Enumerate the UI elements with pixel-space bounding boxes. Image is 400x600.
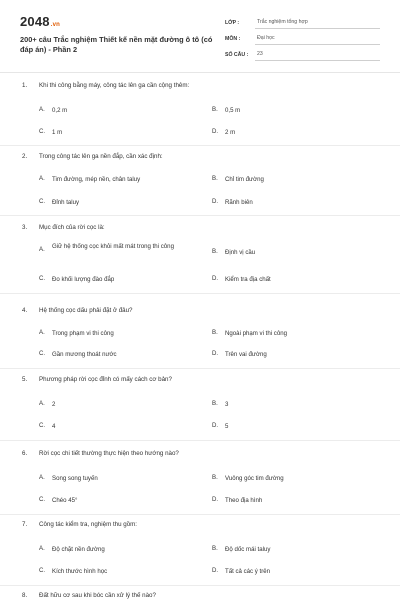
option-letter: A. [39,474,45,481]
option-text: Định vị cầu [225,249,256,256]
option-letter: C. [39,567,46,574]
option-text: 3 [225,401,229,408]
question-prompt: Phương pháp rời cọc đỉnh có mấy cách cơ bản? [39,376,172,383]
option-text: Song song tuyến [52,475,98,482]
option-text: Đo khối lượng đào đắp [52,276,115,283]
option-c[interactable] [39,350,117,359]
question-divider [0,585,400,586]
question-divider [0,368,400,369]
option-letter: A. [39,545,45,552]
option-a[interactable] [39,242,204,253]
option-letter: A. [39,329,45,336]
option-text: Độ chặt nền đường [52,546,105,553]
question-number: 1. [22,82,28,89]
option-text: Gần mương thoát nước [52,351,117,358]
option-d[interactable] [212,422,228,431]
option-letter: C. [39,275,46,282]
option-letter: B. [212,329,218,336]
option-letter: C. [39,496,46,503]
question-prompt: Rời cọc chi tiết thường thực hiện theo hướng nào? [39,450,179,457]
option-letter: D. [212,496,219,503]
question-number: 4. [22,307,28,314]
option-b[interactable] [212,175,264,184]
option-text: 1 m [52,129,63,136]
option-a[interactable] [39,175,140,184]
question-divider [0,514,400,515]
option-c[interactable] [39,567,107,576]
question-number: 5. [22,376,28,383]
question-prompt: Công tác kiểm tra, nghiệm thu gồm: [39,521,138,528]
option-a[interactable] [39,400,55,409]
question-prompt: Hệ thống cọc dấu phải đặt ở đâu? [39,307,133,314]
question-text [22,450,179,457]
option-text: Tim đường, mép nền, chân taluy [52,176,141,183]
question-text [22,224,105,231]
option-d[interactable] [212,128,235,137]
option-c[interactable] [39,198,79,207]
header-divider [0,72,400,73]
option-letter: A. [39,175,45,182]
meta-value: 23 [255,51,380,61]
option-text: Theo địa hình [225,497,263,504]
question-number: 8. [22,592,28,599]
meta-label: LỚP : [225,20,240,26]
option-letter: A. [39,246,45,253]
option-text: Trên vai đường [225,351,267,358]
option-text: Vuông góc tim đường [225,475,284,482]
option-b[interactable] [212,329,287,338]
option-a[interactable] [39,106,67,115]
option-a[interactable] [39,329,114,338]
option-text: 0,2 m [52,107,68,114]
question-text [22,521,137,528]
option-letter: C. [39,350,46,357]
question-divider [0,440,400,441]
meta-info [225,13,380,61]
option-text: Ngoài phạm vi thi công [225,330,287,337]
option-text: 2 m [225,129,236,136]
option-d[interactable] [212,567,270,576]
option-b[interactable] [212,248,255,257]
page-title: 200+ câu Trắc nghiệm Thiết kế nền mặt đường ô tô (có đáp án) - Phần 2 [20,35,213,54]
option-letter: B. [212,545,218,552]
question-text [22,153,163,160]
option-letter: D. [212,128,219,135]
option-letter: A. [39,106,45,113]
option-text: Giữ hệ thống cọc khỏi mất mát trong thi công [52,243,174,250]
option-text: Độ dốc mái taluy [225,546,271,553]
option-b[interactable] [212,545,270,554]
option-text: 0,5 m [225,107,241,114]
option-letter: D. [212,422,219,429]
option-b[interactable] [212,474,284,483]
option-text: Rãnh biên [225,199,253,206]
question-prompt: Trong công tác lên ga nền đắp, cần xác định: [39,153,163,160]
question-number: 3. [22,224,28,231]
question-text [22,592,156,599]
question-text [22,376,172,383]
option-letter: A. [39,400,45,407]
meta-label: SỐ CÂU : [225,52,249,58]
question-divider [0,293,400,294]
option-d[interactable] [212,198,253,207]
option-letter: D. [212,275,219,282]
question-text [22,82,189,89]
meta-value: Đại học [255,35,380,45]
option-a[interactable] [39,474,98,483]
question-number: 6. [22,450,28,457]
option-letter: B. [212,175,218,182]
option-text: 2 [52,401,56,408]
site-logo[interactable] [20,14,60,29]
option-b[interactable] [212,400,228,409]
option-c[interactable] [39,275,114,284]
option-text: Kiểm tra địa chất [225,276,271,283]
option-letter: D. [212,198,219,205]
option-text: Trong phạm vi thi công [52,330,114,337]
meta-row-count [225,45,380,61]
question-number: 2. [22,153,28,160]
option-c[interactable] [39,128,62,137]
meta-row-class [225,13,380,29]
meta-label: MÔN : [225,36,241,42]
question-text [22,307,133,314]
option-b[interactable] [212,106,240,115]
question-prompt: Khi thi công bằng máy, công tác lên ga cần cộng thêm: [39,82,190,89]
option-d[interactable] [212,350,267,359]
question-divider [0,145,400,146]
option-text: Chéo 45° [52,497,78,504]
option-letter: C. [39,128,46,135]
option-letter: B. [212,400,218,407]
option-c[interactable] [39,496,77,505]
option-letter: B. [212,248,218,255]
option-text: 4 [52,423,56,430]
question-prompt: Mục đích của rời cọc là: [39,224,105,231]
option-letter: B. [212,474,218,481]
option-letter: D. [212,567,219,574]
option-d[interactable] [212,496,262,505]
meta-value: Trắc nghiệm tổng hợp [255,19,380,29]
option-text: Kích thước hình học [52,568,108,575]
option-text: Chỉ tim đường [225,176,264,183]
question-divider [0,215,400,216]
option-letter: D. [212,350,219,357]
question-prompt: Đất hữu cơ sau khi bóc cần xử lý thế nào? [39,592,156,599]
option-letter: C. [39,422,46,429]
meta-row-subject [225,29,380,45]
question-number: 7. [22,521,28,528]
option-text: Tất cả các ý trên [225,568,271,575]
logo-text: 2048 [20,14,50,29]
logo-suffix: .vn [50,22,61,28]
option-d[interactable] [212,275,271,284]
option-text: 5 [225,423,229,430]
option-text: Đỉnh taluy [52,199,80,206]
option-letter: B. [212,106,218,113]
option-a[interactable] [39,545,105,554]
option-letter: C. [39,198,46,205]
option-c[interactable] [39,422,55,431]
